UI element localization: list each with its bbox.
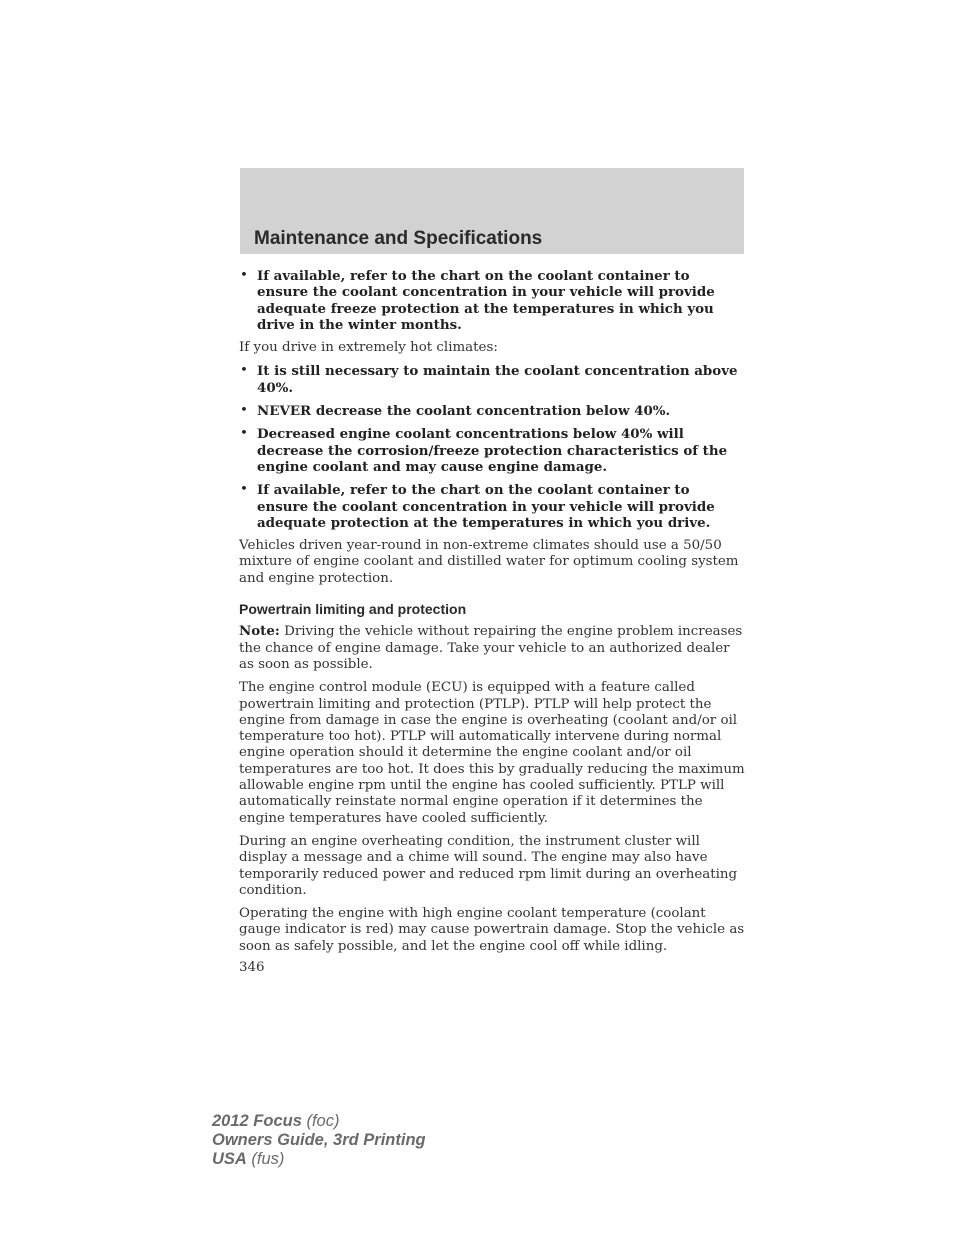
footer-model-code: (foc) xyxy=(301,1112,340,1130)
high-temp-paragraph: Operating the engine with high engine coolant temperature (coolant gauge indicator is red) may cause powertrain damage. Stop the vehicle as soon as safely possible, and let the engine cool off while idling. xyxy=(239,906,745,954)
footer-printing: Owners Guide, 3rd Printing xyxy=(212,1131,426,1149)
section-title: Maintenance and Specifications xyxy=(254,228,543,249)
hot-climate-intro: If you drive in extremely hot climates: xyxy=(239,340,498,356)
footer-line-2 xyxy=(212,1131,426,1150)
footer-line-3 xyxy=(212,1150,426,1169)
bullet-hot-4: • If available, refer to the chart on the coolant container to ensure the coolant concentration in your vehicle will provide adequate protection at the temperatures in which you drive. xyxy=(239,482,745,531)
bullet-hot-2: • NEVER decrease the coolant concentration below 40%. xyxy=(239,403,745,419)
overheat-paragraph: During an engine overheating condition, the instrument cluster will display a message and a chime will sound. The engine may also have temporarily reduced power and reduced rpm limit during an overheating condition. xyxy=(239,833,738,898)
page-number: 346 xyxy=(239,960,265,975)
note-paragraph xyxy=(239,623,745,673)
footer-model: 2012 Focus xyxy=(212,1112,302,1130)
ptlp-paragraph: The engine control module (ECU) is equipped with a feature called powertrain limiting and protection (PTLP). PTLP will help protect the engine from damage in case the engine is overheating (coolant and/or oil temperature too hot). PTLP will automatically intervene during normal engine operation should it determine the engine coolant and/or oil temperatures are too hot. It does this by gradually reducing the maximum allowable engine rpm until the engine has cooled sufficiently. PTLP will automatically reinstate normal engine operation if it determines the engine temperatures have cooled sufficiently. xyxy=(239,680,745,826)
section-heading: Powertrain limiting and protection xyxy=(239,601,467,618)
note-label: Note: xyxy=(239,623,280,640)
footer-market-code: (fus) xyxy=(246,1150,285,1168)
section-header-band xyxy=(240,168,744,254)
footer-line-1 xyxy=(212,1112,426,1131)
year-round-paragraph: Vehicles driven year-round in non-extreme climates should use a 50/50 mixture of engine coolant and distilled water for optimum cooling system and engine protection. xyxy=(239,538,739,586)
footer-market: USA xyxy=(212,1150,247,1168)
footer-imprint xyxy=(212,1112,426,1169)
bullet-cold-1: • If available, refer to the chart on the coolant container to ensure the coolant concentration in your vehicle will provide adequate freeze protection at the temperatures in which you drive in the winter months. xyxy=(239,268,745,333)
bullet-hot-3: • Decreased engine coolant concentrations below 40% will decrease the corrosion/freeze protection characteristics of the engine coolant and may cause engine damage. xyxy=(239,426,745,475)
page-content xyxy=(239,268,745,962)
bullet-hot-1: • It is still necessary to maintain the coolant concentration above 40%. xyxy=(239,363,745,396)
note-text: Driving the vehicle without repairing the engine problem increases the chance of engine damage. Take your vehicle to an authorized dealer as soon as possible. xyxy=(239,624,743,672)
